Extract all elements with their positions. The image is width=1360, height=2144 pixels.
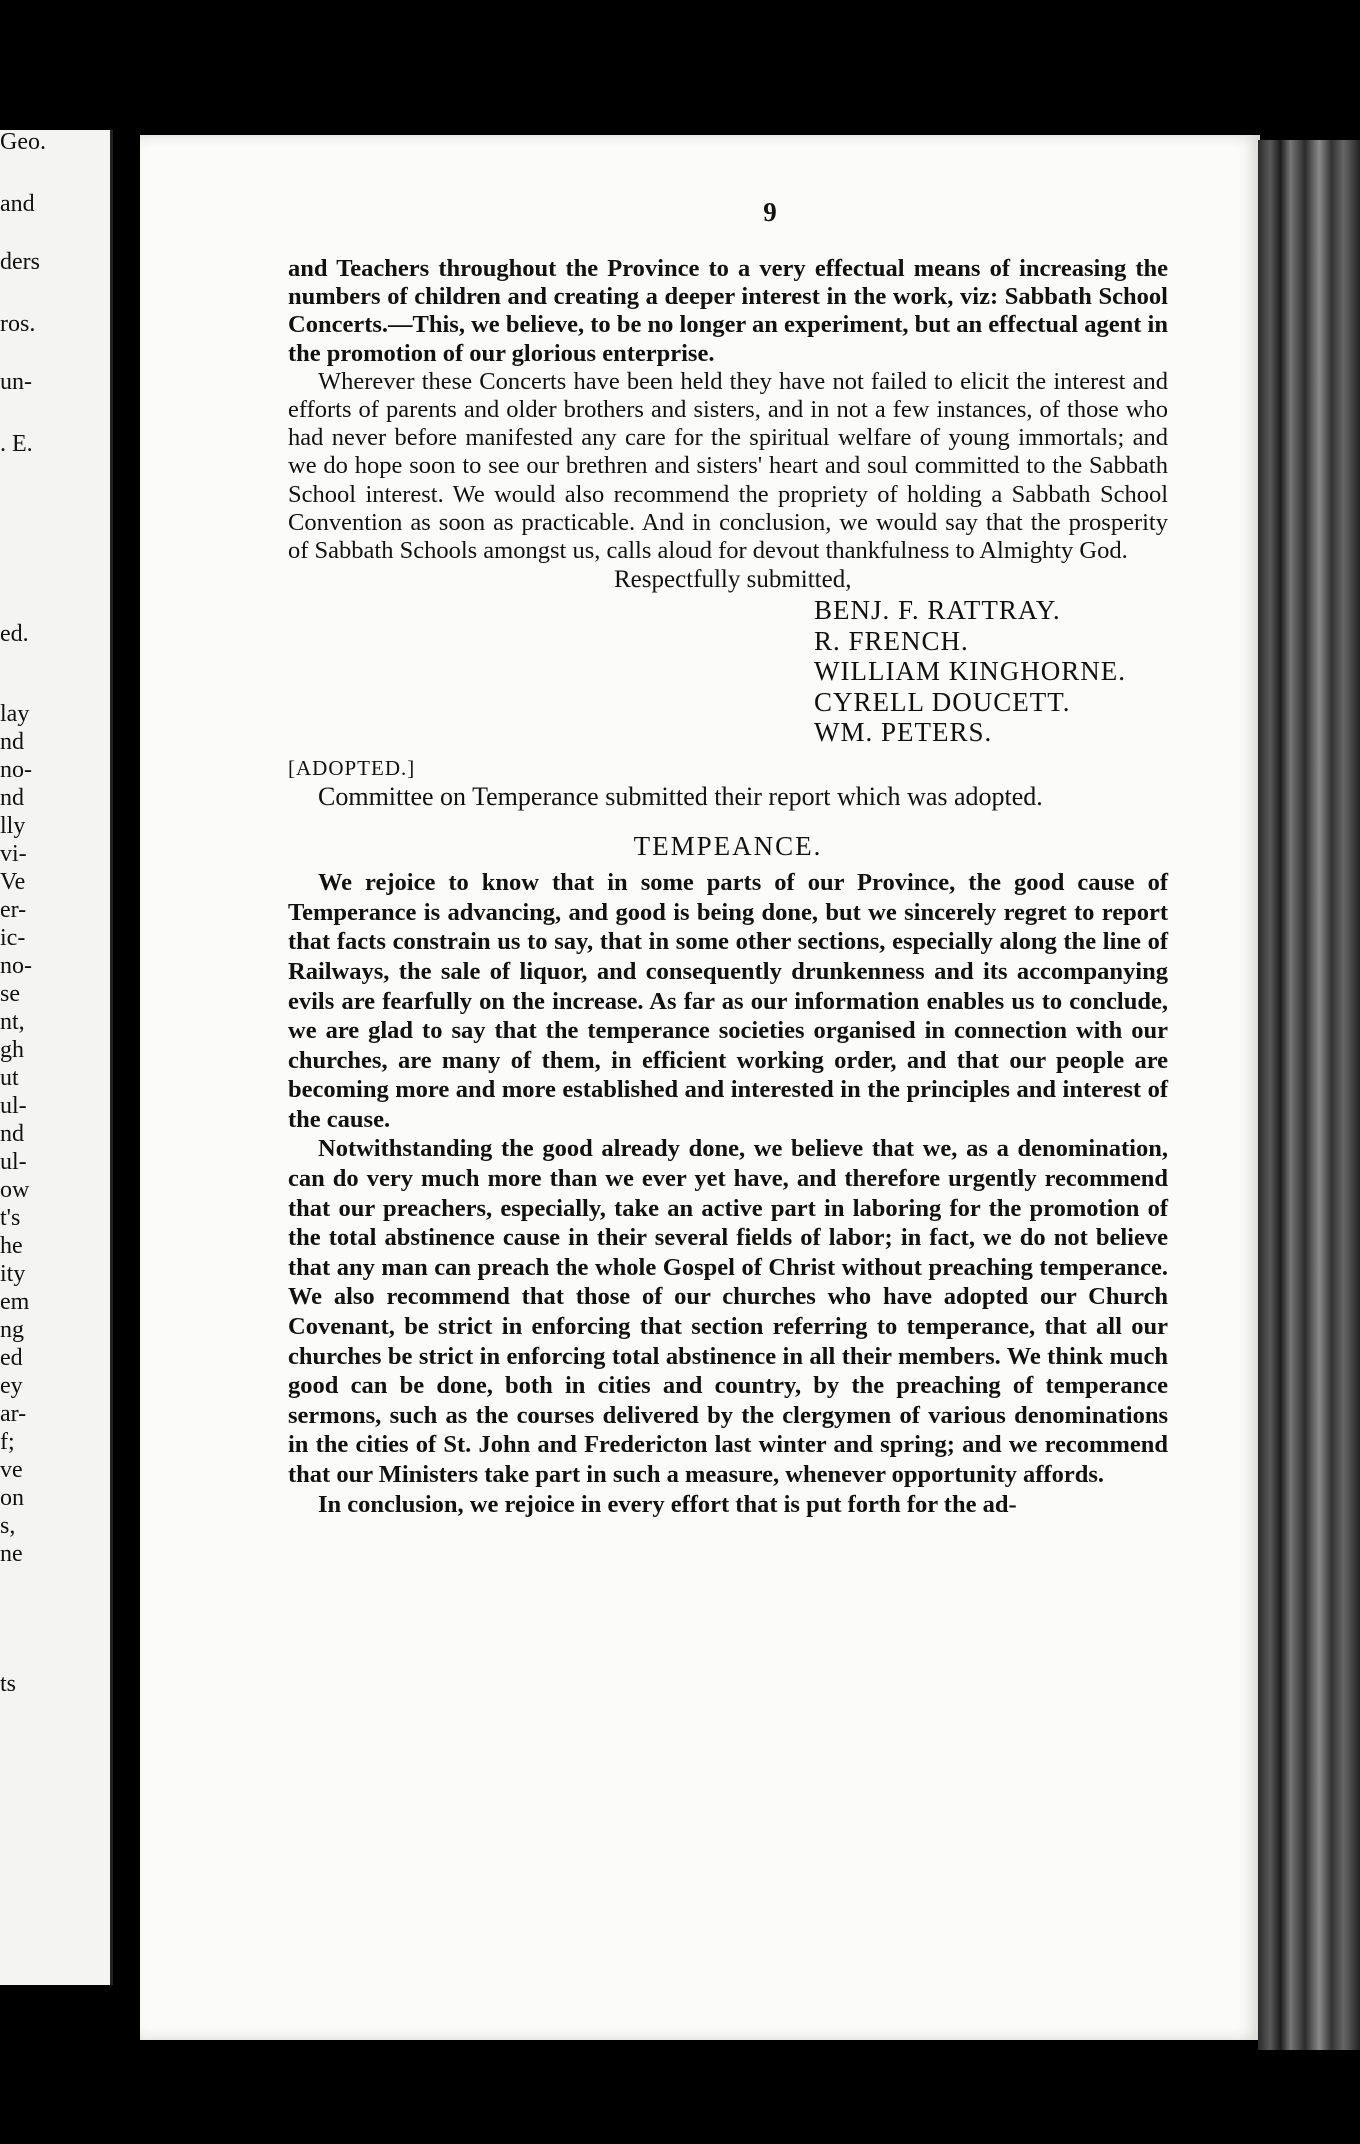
left-page-text: un- [0,369,32,395]
left-page-text: on [0,1485,24,1511]
book-binding [1258,140,1360,2050]
left-page-fragment [0,130,113,1985]
left-page-text: lay [0,701,30,727]
left-page-text: nd [0,729,24,755]
signature-name: R. FRENCH. [814,625,969,656]
signature-name: BENJ. F. RATTRAY. [814,595,1061,626]
document-page [140,135,1260,2040]
left-page-text: se [0,981,20,1007]
committee-line: Committee on Temperance submitted their report which was adopted. [318,781,1043,811]
left-page-text: ders [0,249,40,275]
left-page-text: nt, [0,1009,25,1035]
signature-name: WILLIAM KINGHORNE. [814,656,1126,687]
temperance-paragraph-3: In conclusion, we rejoice in every effort that is put forth for the ad- [318,1490,1017,1518]
adopted-tag: [ADOPTED.] [288,755,416,780]
left-page-text: ros. [0,311,36,337]
left-page-text: ve [0,1457,23,1483]
left-page-text: ity [0,1261,26,1287]
left-page-text: ng [0,1317,24,1343]
temperance-paragraph-2: Notwithstanding the good already done, we believe that we, as a denomination, can do very much more than we ever yet have, and therefore urgently recommend that our preachers, especially, take an active part in laboring for the promotion of the total abstinence cause in their several fields of labor; in fact, we do not believe that any man can preach the whole Gospel of Christ without preaching temperance. We also recommend that those of our churches who have adopted our Church Covenant, be strict in enforcing that section referring to temperance, that all our churches be strict in enforcing total abstinence in all their members. We think much good can be done, both in cities and country, by the preaching of temperance sermons, such as the courses delivered by the clergymen of various denominations in the cities of St. John and Fredericton last winter and spring; and we recommend that our Ministers take part in such a measure, whenever opportunity affords. [288,1135,1168,1489]
left-page-text: ul- [0,1149,27,1175]
signature-block [288,595,1168,748]
left-page-text: em [0,1289,30,1315]
left-page-text: and [0,191,35,217]
signature-name: WM. PETERS. [814,717,993,748]
page-number: 9 [763,197,777,227]
left-page-text: gh [0,1037,24,1063]
respectfully-submitted: Respectfully submitted, [614,566,852,594]
left-page-text: t's [0,1205,21,1231]
left-page-text: lly [0,813,26,839]
temperance-report [288,868,1168,1519]
left-page-text: nd [0,785,24,811]
left-page-text: Geo. [0,130,46,155]
left-page-text: ul- [0,1093,27,1119]
left-page-text: ne [0,1541,23,1567]
left-page-text: . E. [0,431,33,457]
left-page-text: vi- [0,841,27,867]
left-page-text: no- [0,953,32,979]
section-heading: TEMPEANCE. [633,830,823,861]
sabbath-paragraph-1: and Teachers throughout the Province to a very effectual means of increasing the numbers of children and creating a deeper interest in the work, viz: Sabbath School Concerts.—This, we believe, to be no longer an experiment, but an effectual agent in the promotion of our glorious enterprise. [288,255,1168,367]
left-page-text: ut [0,1065,19,1091]
left-page-text: Ve [0,869,26,895]
signature-name: CYRELL DOUCETT. [814,686,1071,717]
left-page-text: ts [0,1671,17,1697]
left-page-text: f; [0,1429,15,1455]
left-page-text: no- [0,757,32,783]
left-page-text: ed. [0,621,29,647]
left-page-text: he [0,1233,23,1259]
left-page-text: s, [0,1513,16,1539]
left-page-text: ic- [0,925,26,951]
left-page-text: nd [0,1121,24,1147]
temperance-paragraph-1: We rejoice to know that in some parts of our Province, the good cause of Temperance is advancing, and good is being done, but we sincerely regret to report that facts constrain us to say, that in some other sections, especially along the line of Railways, the sale of liquor, and consequently drunkenness and its accompanying evils are fearfully on the increase. As far as our information enables us to conclude, we are glad to say that the temperance societies organised in connection with our churches, are many of them, in efficient working order, and that our people are becoming more and more established and interested in the principles and interest of the cause. [288,869,1168,1133]
page-content [288,255,1168,1519]
left-page-text: ar- [0,1401,27,1427]
left-page-text: ow [0,1177,30,1203]
sabbath-paragraph-2: Wherever these Concerts have been held they have not failed to elicit the interest and efforts of parents and older brothers and sisters, and in not a few instances, of those who had never before manifested any care for the spiritual welfare of young immortals; and we do hope soon to see our brethren and sisters' heart and soul committed to the Sabbath School interest. We would also recommend the propriety of holding a Sabbath School Convention as soon as practicable. And in conclusion, we would say that the prosperity of Sabbath Schools amongst us, calls aloud for devout thankfulness to Almighty God. [288,367,1168,565]
left-page-text: ey [0,1373,23,1399]
left-page-text: er- [0,897,27,923]
left-page-text: ed [0,1345,23,1371]
